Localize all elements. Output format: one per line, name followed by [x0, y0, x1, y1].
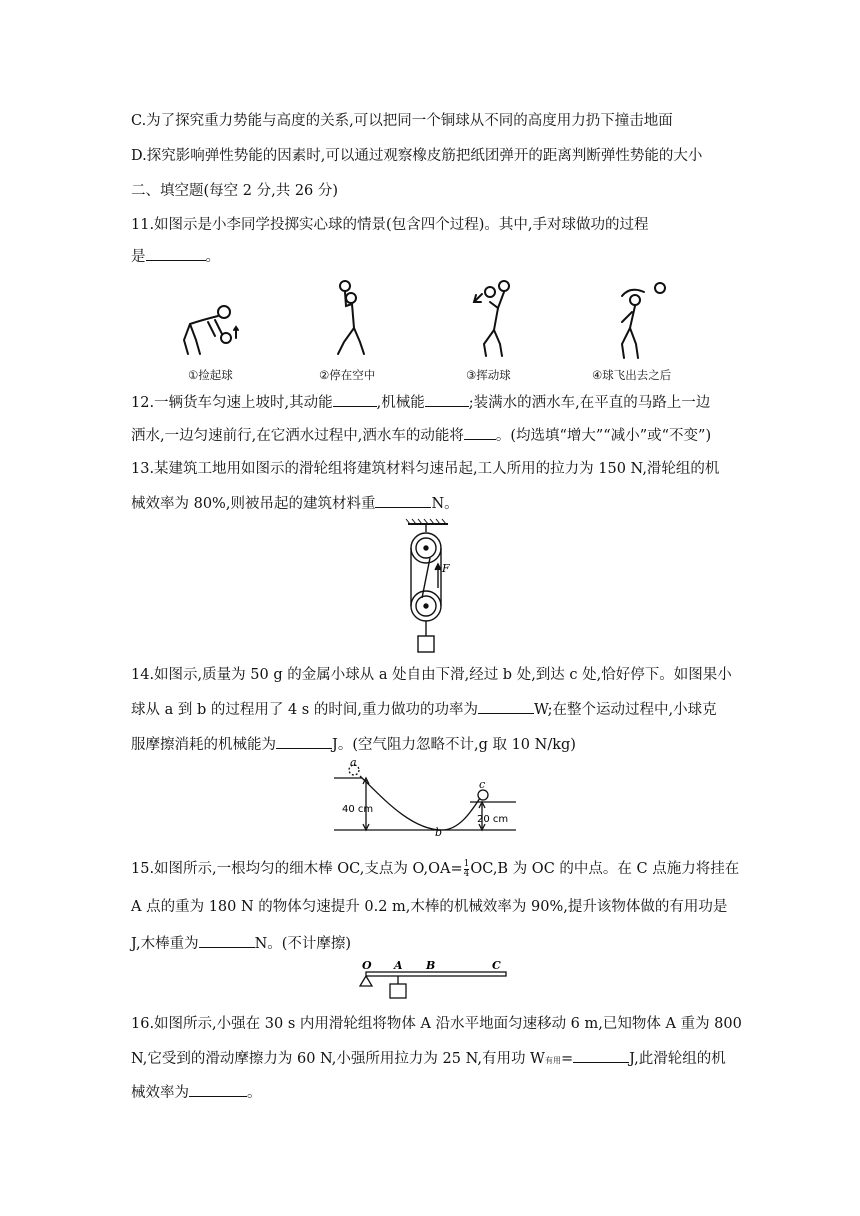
- q12-text-4: 洒水,一边匀速前行,在它洒水过程中,洒水车的动能将: [131, 428, 464, 444]
- q11-line2: [131, 246, 220, 267]
- fulcrum: [360, 976, 372, 986]
- q14-line2: [131, 699, 717, 720]
- q16-line1: 16.如图所示,小强在 30 s 内用滑轮组将物体 A 沿水平地面匀速移动 6 m,已知物体 A 重为 800: [131, 1016, 742, 1032]
- q12-blank-2[interactable]: [425, 392, 469, 407]
- lever-rod: [366, 972, 506, 976]
- q16-text-3: J,此滑轮组的机: [629, 1051, 726, 1067]
- q16-subscript: 有用: [544, 1056, 561, 1065]
- q11-line1: 11.如图示是小李同学投掷实心球的情景(包含四个过程)。其中,手对球做功的过程: [131, 217, 649, 233]
- q16-blank-1[interactable]: [573, 1048, 629, 1063]
- track-curve: [360, 776, 480, 830]
- label-b: b: [435, 826, 443, 839]
- label-b: B: [426, 959, 436, 972]
- q16-text-4: 械效率为: [131, 1085, 189, 1101]
- height-40: 40 cm: [342, 804, 374, 815]
- q11-suffix: 。: [205, 249, 220, 265]
- q16-text-1: N,它受到的滑动摩擦力为 60 N,小强所用拉力为 25 N,有用功 W: [131, 1051, 545, 1067]
- q14-blank-2[interactable]: [276, 734, 332, 749]
- option-d: D.探究影响弹性势能的因素时,可以通过观察橡皮筋把纸团弹开的距离判断弹性势能的大小: [131, 148, 703, 164]
- q14-line3: [131, 734, 576, 755]
- q16-line3: [131, 1082, 262, 1103]
- q16-text-5: 。: [247, 1085, 262, 1101]
- q11-prefix: 是: [131, 249, 146, 265]
- q13-text-1: 械效率为 80%,则被吊起的建筑材料重: [131, 496, 376, 512]
- q16-line2: [131, 1048, 726, 1071]
- caption-3: ③挥动球: [466, 368, 511, 382]
- q16-text-2: =: [560, 1051, 574, 1067]
- q14-line1: 14.如图示,质量为 50 g 的金属小球从 a 处自由下滑,经过 b 处,到达 c 处,恰好停下。如图果小: [131, 667, 732, 683]
- label-c: c: [479, 778, 486, 791]
- q12-line2: [131, 425, 711, 446]
- q13-text-2: N。: [431, 496, 459, 512]
- q14-blank-1[interactable]: [478, 699, 534, 714]
- label-o: O: [362, 959, 372, 972]
- q15-text-2: OC,B 为 OC 的中点。在 C 点施力将挂在: [470, 861, 740, 877]
- hanging-weight: [390, 984, 406, 998]
- fraction-one-quarter: $\frac{1}{4}$: [463, 858, 470, 879]
- caption-2: ②停在空中: [319, 368, 376, 382]
- force-label: F: [442, 562, 450, 575]
- q15-line3: [131, 933, 351, 954]
- lever-figure: [358, 958, 518, 1003]
- scene-ball-flies: [622, 283, 665, 358]
- caption-4: ④球飞出去之后: [592, 368, 672, 382]
- q12-blank-3[interactable]: [464, 425, 496, 440]
- q16-blank-2[interactable]: [189, 1082, 247, 1097]
- track-figure: [330, 756, 530, 840]
- load-box: [418, 636, 434, 652]
- height-20: 20 cm: [477, 814, 509, 825]
- q14-text-4: J。(空气阻力忽略不计,g 取 10 N/kg): [332, 737, 576, 753]
- q13-line2: [131, 493, 459, 514]
- q15-line2: A 点的重为 180 N 的物体匀速提升 0.2 m,木棒的机械效率为 90%,提升该物体做的有用功是: [131, 899, 728, 915]
- q13-line1: 13.某建筑工地用如图示的滑轮组将建筑材料匀速吊起,工人所用的拉力为 150 N,滑轮组的机: [131, 461, 720, 477]
- q15-line1: [131, 859, 739, 879]
- q14-text-1: 球从 a 到 b 的过程用了 4 s 的时间,重力做功的功率为: [131, 702, 478, 718]
- ball-end: [478, 790, 488, 800]
- scene-hold-ball: [338, 281, 364, 354]
- label-c: C: [492, 959, 501, 972]
- q14-text-3: 服摩擦消耗的机械能为: [131, 737, 276, 753]
- q12-text-1: 12.一辆货车匀速上坡时,其动能: [131, 395, 333, 411]
- q15-blank[interactable]: [199, 933, 255, 948]
- scene-swing-ball: [474, 281, 509, 356]
- scene-pick-up-ball: [184, 306, 238, 354]
- q12-text-5: 。(均选填“增大”“减小”或“不变”): [495, 428, 712, 444]
- option-c: C.为了探究重力势能与高度的关系,可以把同一个铜球从不同的高度用力扔下撞击地面: [131, 113, 673, 129]
- q15-text-3: J,木棒重为: [131, 936, 199, 952]
- pulley-figure: [392, 518, 472, 658]
- q12-blank-1[interactable]: [333, 392, 377, 407]
- section-heading: 二、填空题(每空 2 分,共 26 分): [131, 183, 339, 199]
- q13-blank[interactable]: [375, 493, 431, 508]
- q15-text-4: N。(不计摩擦): [254, 936, 352, 952]
- label-a: A: [394, 959, 403, 972]
- caption-1: ①捡起球: [188, 368, 233, 382]
- q12-line1: [131, 392, 710, 413]
- q12-text-2: ,机械能: [376, 395, 425, 411]
- q11-blank[interactable]: [146, 246, 206, 261]
- label-a: a: [350, 756, 357, 769]
- q12-text-3: ;装满水的洒水车,在平直的马路上一边: [468, 395, 711, 411]
- q14-text-2: W;在整个运动过程中,小球克: [533, 702, 717, 718]
- q15-text-1: 15.如图所示,一根均匀的细木棒 OC,支点为 O,OA=: [131, 861, 463, 877]
